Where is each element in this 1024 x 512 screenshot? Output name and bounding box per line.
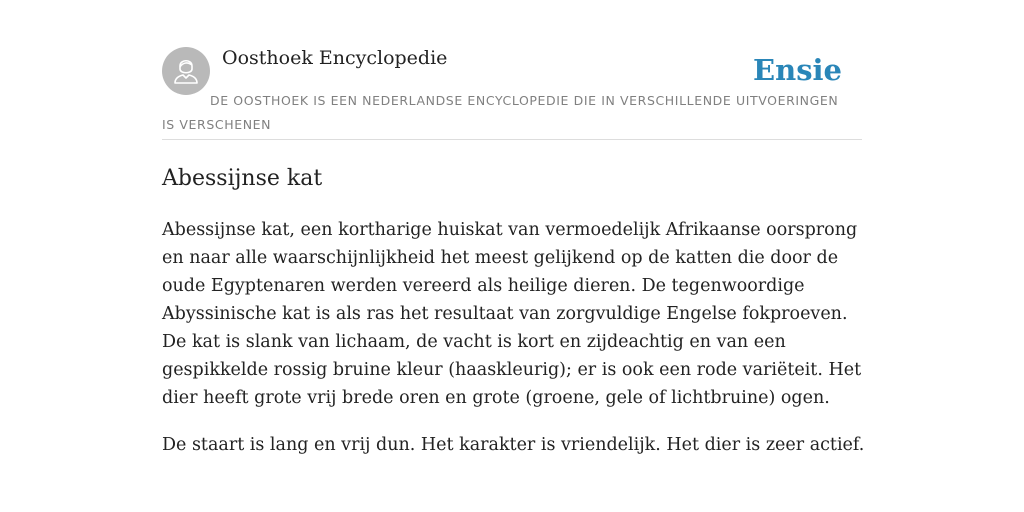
site-tagline: DE OOSTHOEK IS EEN NEDERLANDSE ENCYCLOPEDIE DIE IN VERSCHILLENDE UITVOERINGEN IS VERSCHENEN (162, 93, 839, 132)
user-icon (162, 47, 210, 95)
avatar[interactable] (162, 47, 210, 95)
site-header (162, 46, 862, 140)
article-paragraph: Abessijnse kat, een kortharige huiskat van vermoedelijk Afrikaanse oorsprong en naar alle waarschijnlijkheid het meest gelijkend op de katten die door de oude Egyptenaren werden vereerd als heilige dieren. De tegenwoordige Abyssinische kat is als ras het resultaat van zorgvuldige Engelse fokproeven. De kat is slank van lichaam, de vacht is kort en zijdeachtig en van een gespikkelde rossig bruine kleur (haaskleurig); er is ook een rode variëteit. Het dier heeft grote vrij brede oren en grote (groene, gele of lichtbruine) ogen. (162, 220, 862, 408)
article-paragraph: De staart is lang en vrij dun. Het karakter is vriendelijk. Het dier is zeer actief. (162, 435, 865, 455)
article-title: Abessijnse kat (162, 166, 323, 191)
article-body (162, 216, 866, 478)
brand-logo[interactable]: Ensie (753, 53, 842, 87)
site-name[interactable]: Oosthoek Encyclopedie (222, 47, 448, 69)
